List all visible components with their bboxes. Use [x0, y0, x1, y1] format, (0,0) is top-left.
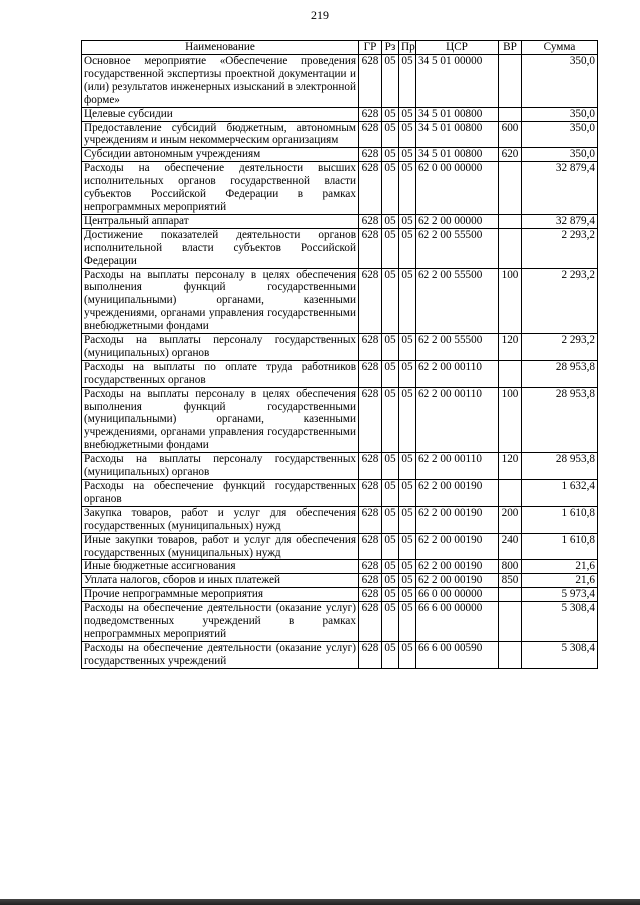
table-row: [82, 121, 598, 148]
cell-name: Предоставление субсидий бюджетным, автономным учреждениям и иным некоммерческим организациям: [82, 121, 359, 148]
table-row: [82, 214, 598, 228]
cell-pr: 05: [399, 641, 416, 668]
cell-pr: 05: [399, 268, 416, 334]
cell-sum: 5 308,4: [522, 641, 598, 668]
table-row: [82, 641, 598, 668]
cell-rz: 05: [382, 162, 399, 215]
cell-sum: 28 953,8: [522, 453, 598, 480]
cell-pr: 05: [399, 148, 416, 162]
table-row: [82, 453, 598, 480]
cell-csr: 34 5 01 00000: [416, 55, 499, 108]
cell-csr: 62 2 00 00190: [416, 533, 499, 560]
cell-pr: 05: [399, 574, 416, 588]
table-row: [82, 55, 598, 108]
cell-csr: 34 5 01 00800: [416, 107, 499, 121]
cell-name: Уплата налогов, сборов и иных платежей: [82, 574, 359, 588]
cell-gr: 628: [359, 387, 382, 453]
cell-vr: 850: [499, 574, 522, 588]
cell-csr: 66 6 00 00000: [416, 602, 499, 642]
cell-pr: 05: [399, 360, 416, 387]
cell-name: Расходы на обеспечение деятельности (оказание услуг) подведомственных учреждений в рамках непрограммных мероприятий: [82, 602, 359, 642]
cell-vr: 620: [499, 148, 522, 162]
cell-gr: 628: [359, 107, 382, 121]
cell-vr: 120: [499, 334, 522, 361]
cell-gr: 628: [359, 334, 382, 361]
cell-sum: 21,6: [522, 574, 598, 588]
cell-csr: 62 2 00 00000: [416, 214, 499, 228]
cell-sum: 2 293,2: [522, 268, 598, 334]
budget-table: [81, 40, 598, 669]
cell-rz: 05: [382, 506, 399, 533]
cell-vr: 800: [499, 560, 522, 574]
table-row: [82, 360, 598, 387]
cell-gr: 628: [359, 268, 382, 334]
cell-name: Расходы на выплаты персоналу государственных (муниципальных) органов: [82, 453, 359, 480]
cell-gr: 628: [359, 360, 382, 387]
cell-name: Достижение показателей деятельности органов исполнительной власти субъектов Российской Федерации: [82, 228, 359, 268]
cell-sum: 5 973,4: [522, 588, 598, 602]
cell-gr: 628: [359, 453, 382, 480]
cell-csr: 62 2 00 00190: [416, 574, 499, 588]
cell-gr: 628: [359, 602, 382, 642]
cell-vr: [499, 55, 522, 108]
cell-name: Иные закупки товаров, работ и услуг для обеспечения государственных (муниципальных) нужд: [82, 533, 359, 560]
cell-sum: 2 293,2: [522, 334, 598, 361]
cell-vr: 120: [499, 453, 522, 480]
cell-rz: 05: [382, 148, 399, 162]
cell-rz: 05: [382, 55, 399, 108]
cell-gr: 628: [359, 574, 382, 588]
cell-name: Расходы на обеспечение деятельности (оказание услуг) государственных учреждений: [82, 641, 359, 668]
cell-rz: 05: [382, 121, 399, 148]
cell-rz: 05: [382, 560, 399, 574]
cell-sum: 350,0: [522, 148, 598, 162]
header-gr: ГР: [359, 41, 382, 55]
cell-sum: 1 632,4: [522, 480, 598, 507]
page-bottom-edge: [0, 899, 640, 905]
cell-vr: [499, 480, 522, 507]
cell-csr: 34 5 01 00800: [416, 121, 499, 148]
cell-csr: 34 5 01 00800: [416, 148, 499, 162]
table-row: [82, 574, 598, 588]
table-row: [82, 602, 598, 642]
table-row: [82, 533, 598, 560]
header-name: Наименование: [82, 41, 359, 55]
cell-sum: 28 953,8: [522, 387, 598, 453]
cell-vr: 200: [499, 506, 522, 533]
header-csr: ЦСР: [416, 41, 499, 55]
cell-csr: 62 2 00 00190: [416, 506, 499, 533]
cell-sum: 350,0: [522, 55, 598, 108]
cell-pr: 05: [399, 506, 416, 533]
cell-rz: 05: [382, 360, 399, 387]
cell-rz: 05: [382, 453, 399, 480]
cell-pr: 05: [399, 533, 416, 560]
cell-name: Иные бюджетные ассигнования: [82, 560, 359, 574]
cell-pr: 05: [399, 560, 416, 574]
cell-sum: 350,0: [522, 121, 598, 148]
table-row: [82, 480, 598, 507]
header-rz: Рз: [382, 41, 399, 55]
cell-gr: 628: [359, 588, 382, 602]
cell-csr: 62 0 00 00000: [416, 162, 499, 215]
cell-rz: 05: [382, 602, 399, 642]
cell-vr: 100: [499, 268, 522, 334]
cell-sum: 5 308,4: [522, 602, 598, 642]
cell-name: Расходы на выплаты персоналу государственных (муниципальных) органов: [82, 334, 359, 361]
cell-gr: 628: [359, 560, 382, 574]
cell-pr: 05: [399, 387, 416, 453]
cell-sum: 2 293,2: [522, 228, 598, 268]
cell-name: Расходы на выплаты персоналу в целях обеспечения выполнения функций государственными (муниципальными) органами, казенными учреждениями, органами управления государственными внебюджетными фондами: [82, 387, 359, 453]
cell-csr: 62 2 00 00110: [416, 387, 499, 453]
cell-rz: 05: [382, 480, 399, 507]
cell-rz: 05: [382, 228, 399, 268]
cell-vr: [499, 214, 522, 228]
cell-csr: 62 2 00 00110: [416, 453, 499, 480]
table-row: [82, 228, 598, 268]
cell-rz: 05: [382, 533, 399, 560]
cell-csr: 66 0 00 00000: [416, 588, 499, 602]
table-row: [82, 162, 598, 215]
cell-gr: 628: [359, 162, 382, 215]
cell-pr: 05: [399, 107, 416, 121]
cell-rz: 05: [382, 387, 399, 453]
cell-csr: 62 2 00 00110: [416, 360, 499, 387]
cell-rz: 05: [382, 574, 399, 588]
cell-gr: 628: [359, 228, 382, 268]
cell-pr: 05: [399, 162, 416, 215]
cell-name: Расходы на обеспечение функций государственных органов: [82, 480, 359, 507]
table-row: [82, 268, 598, 334]
cell-sum: 28 953,8: [522, 360, 598, 387]
cell-sum: 32 879,4: [522, 162, 598, 215]
header-pr: Пр: [399, 41, 416, 55]
cell-vr: [499, 360, 522, 387]
table-row: [82, 560, 598, 574]
cell-csr: 62 2 00 00190: [416, 480, 499, 507]
cell-vr: [499, 107, 522, 121]
cell-name: Прочие непрограммные мероприятия: [82, 588, 359, 602]
cell-gr: 628: [359, 148, 382, 162]
page-number: 219: [311, 8, 329, 22]
cell-vr: 600: [499, 121, 522, 148]
cell-vr: 240: [499, 533, 522, 560]
cell-vr: 100: [499, 387, 522, 453]
table-row: [82, 148, 598, 162]
cell-name: Целевые субсидии: [82, 107, 359, 121]
cell-gr: 628: [359, 480, 382, 507]
cell-name: Закупка товаров, работ и услуг для обеспечения государственных (муниципальных) нужд: [82, 506, 359, 533]
table-row: [82, 387, 598, 453]
table-row: [82, 588, 598, 602]
cell-pr: 05: [399, 480, 416, 507]
cell-sum: 350,0: [522, 107, 598, 121]
cell-sum: 21,6: [522, 560, 598, 574]
cell-vr: [499, 228, 522, 268]
table-row: [82, 506, 598, 533]
cell-gr: 628: [359, 55, 382, 108]
cell-gr: 628: [359, 214, 382, 228]
cell-gr: 628: [359, 641, 382, 668]
table-row: [82, 334, 598, 361]
cell-rz: 05: [382, 641, 399, 668]
cell-csr: 62 2 00 00190: [416, 560, 499, 574]
cell-name: Расходы на выплаты персоналу в целях обеспечения выполнения функций государственными (муниципальными) органами, казенными учреждениями, органами управления государственными внебюджетными фондами: [82, 268, 359, 334]
cell-rz: 05: [382, 334, 399, 361]
table-row: [82, 107, 598, 121]
cell-pr: 05: [399, 228, 416, 268]
cell-name: Расходы на обеспечение деятельности высших исполнительных органов государственной власти субъектов Российской Федерации в рамках непрограммных мероприятий: [82, 162, 359, 215]
cell-pr: 05: [399, 588, 416, 602]
header-sum: Сумма: [522, 41, 598, 55]
cell-pr: 05: [399, 121, 416, 148]
cell-gr: 628: [359, 533, 382, 560]
cell-pr: 05: [399, 334, 416, 361]
cell-name: Субсидии автономным учреждениям: [82, 148, 359, 162]
cell-gr: 628: [359, 506, 382, 533]
cell-vr: [499, 602, 522, 642]
cell-csr: 62 2 00 55500: [416, 228, 499, 268]
cell-pr: 05: [399, 55, 416, 108]
cell-rz: 05: [382, 268, 399, 334]
cell-sum: 1 610,8: [522, 533, 598, 560]
cell-rz: 05: [382, 107, 399, 121]
cell-name: Центральный аппарат: [82, 214, 359, 228]
cell-rz: 05: [382, 214, 399, 228]
cell-csr: 66 6 00 00590: [416, 641, 499, 668]
cell-pr: 05: [399, 453, 416, 480]
cell-sum: 1 610,8: [522, 506, 598, 533]
cell-csr: 62 2 00 55500: [416, 268, 499, 334]
cell-gr: 628: [359, 121, 382, 148]
cell-name: Основное мероприятие «Обеспечение проведения государственной экспертизы проектной документации и (или) результатов инженерных изысканий в электронной форме»: [82, 55, 359, 108]
cell-vr: [499, 641, 522, 668]
cell-vr: [499, 162, 522, 215]
cell-csr: 62 2 00 55500: [416, 334, 499, 361]
cell-pr: 05: [399, 602, 416, 642]
header-vr: ВР: [499, 41, 522, 55]
cell-rz: 05: [382, 588, 399, 602]
cell-sum: 32 879,4: [522, 214, 598, 228]
table-header-row: [82, 41, 598, 55]
cell-vr: [499, 588, 522, 602]
cell-pr: 05: [399, 214, 416, 228]
cell-name: Расходы на выплаты по оплате труда работников государственных органов: [82, 360, 359, 387]
